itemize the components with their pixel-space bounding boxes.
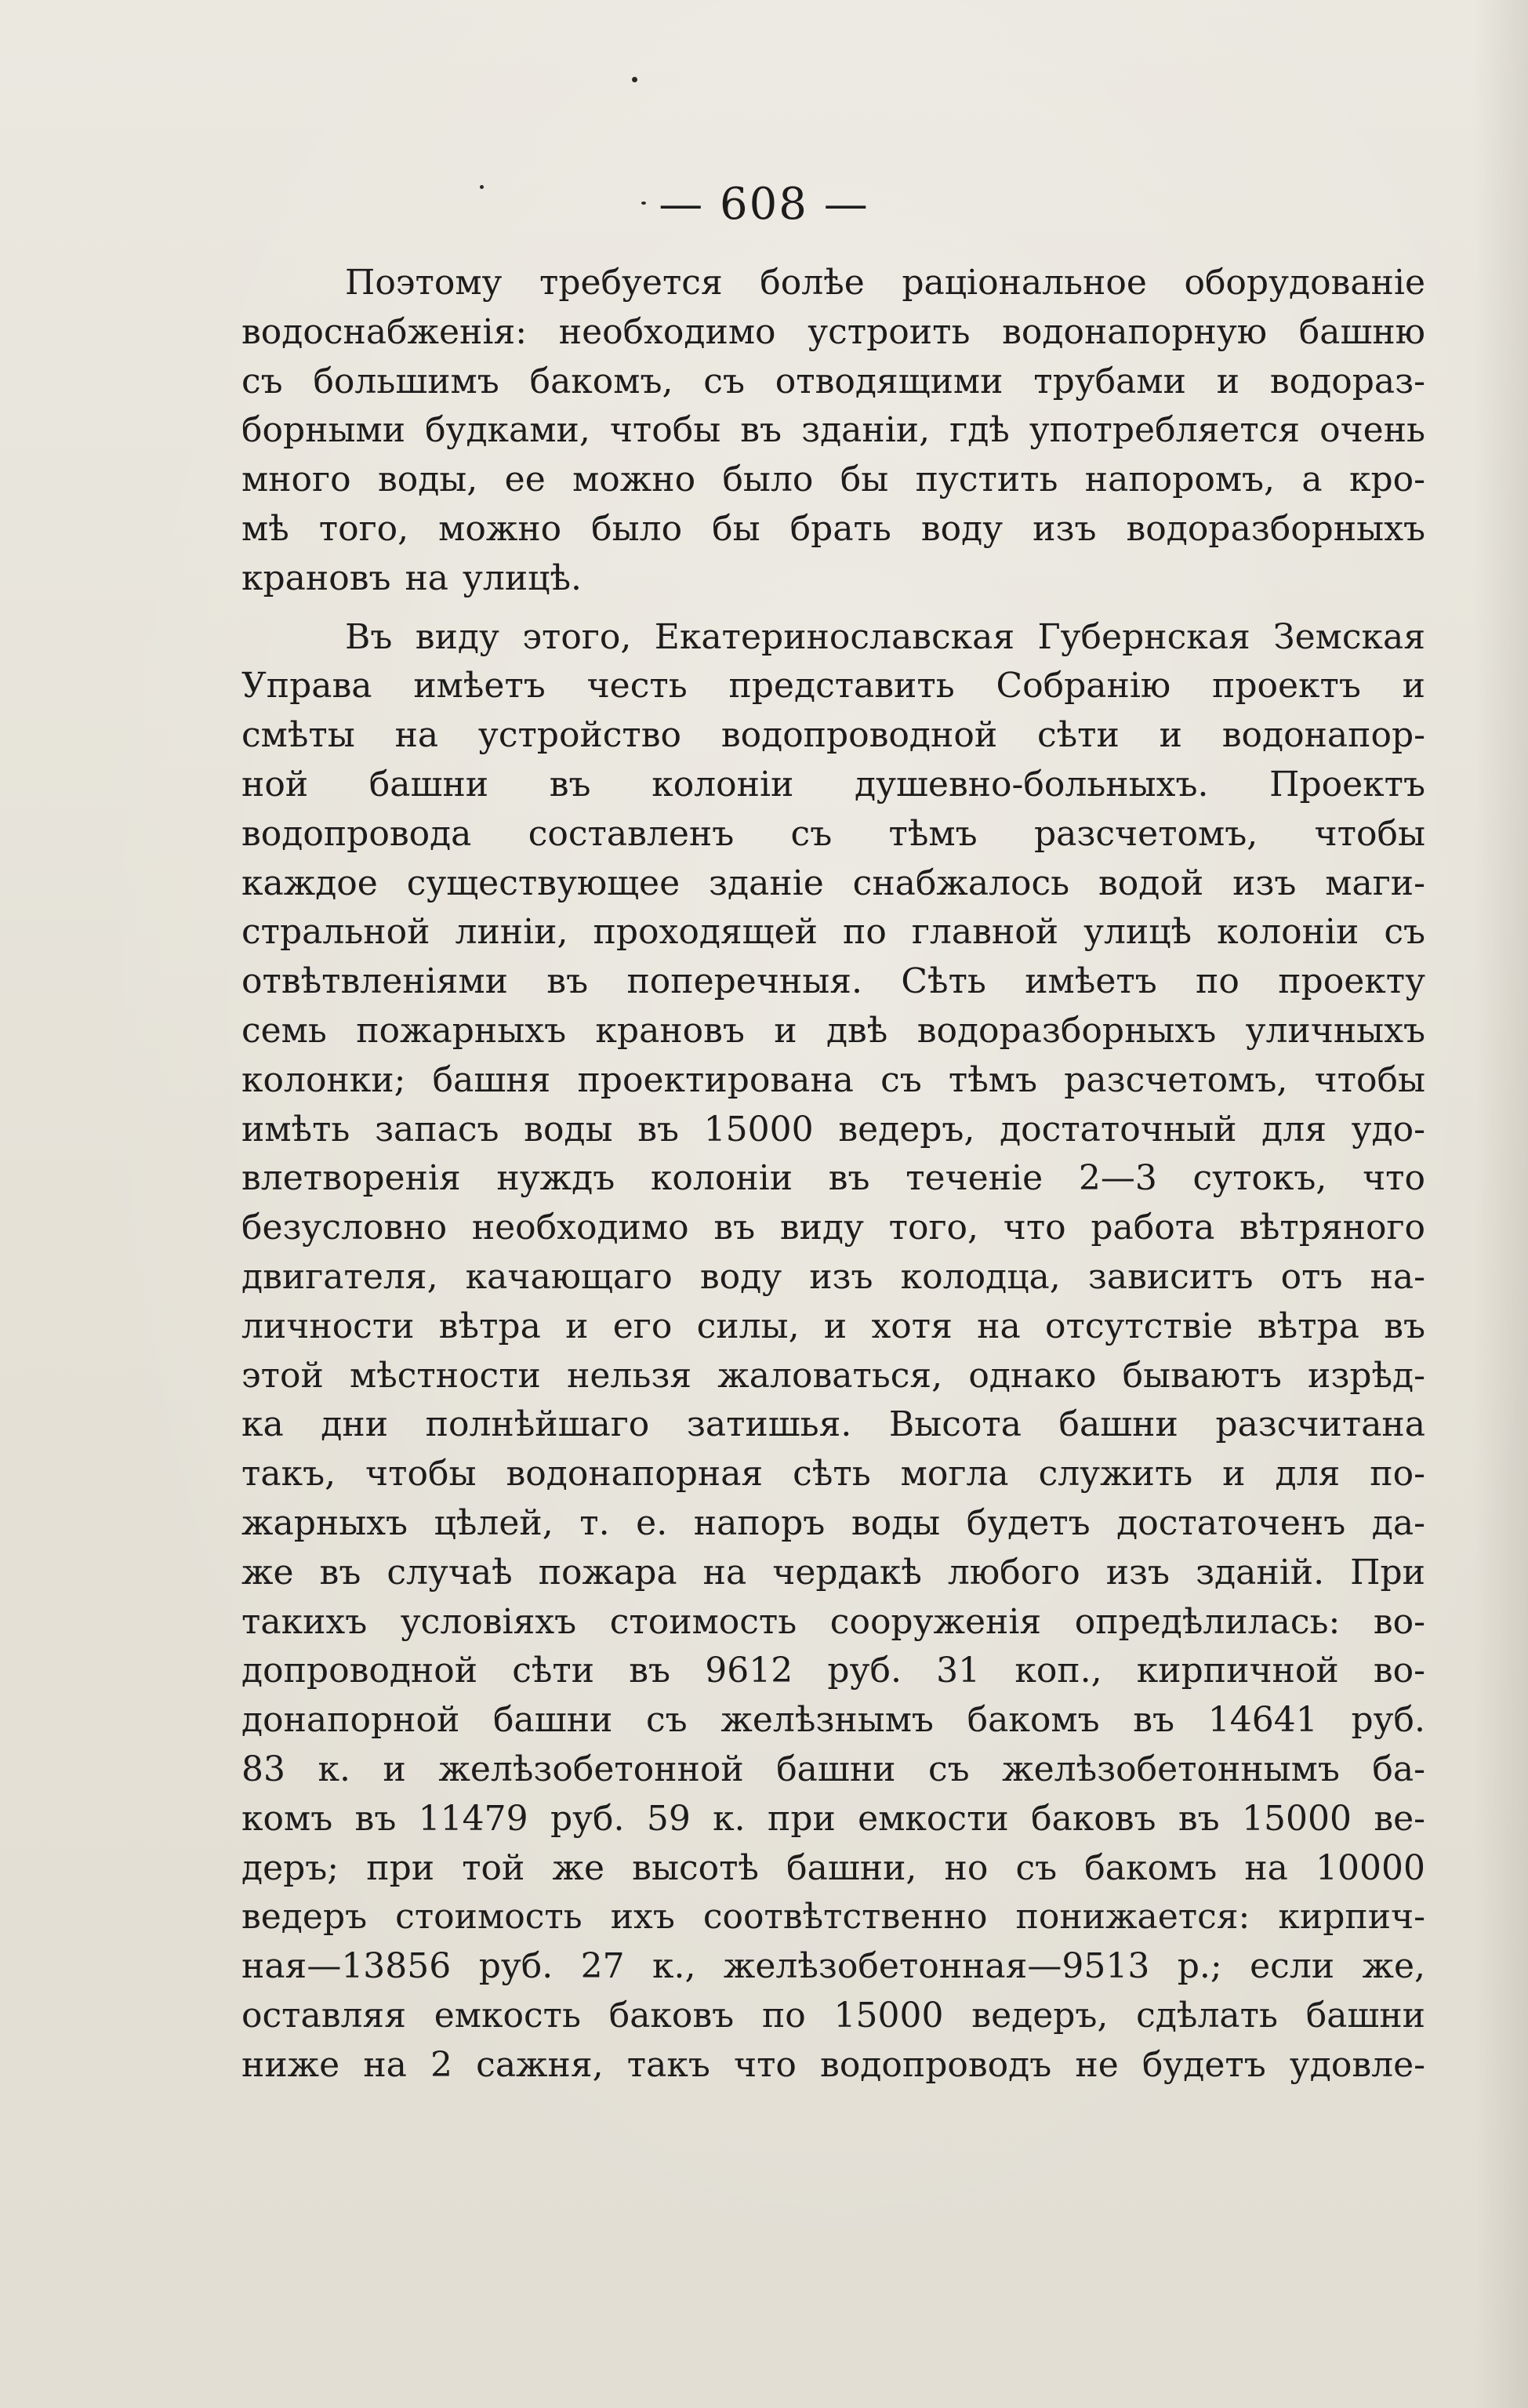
paragraph-water-supply [241,259,1425,604]
text-line: такихъ условіяхъ стоимость сооруженія опредѣлилась: во- [241,1601,1425,1642]
spine-shadow [1474,0,1528,2408]
page-number: — 608 — [659,179,869,230]
text-line: личности вѣтра и его силы, и хотя на отсутствіе вѣтра въ [241,1306,1425,1346]
text-line: донапорной башни съ желѣзнымъ бакомъ въ 14641 руб. [241,1700,1425,1741]
body-text [241,259,1425,2090]
text-line: ниже на 2 сажня, такъ что водопроводъ не будетъ удовле- [241,2044,1425,2085]
text-line: этой мѣстности нельзя жаловаться, однако бываютъ изрѣд- [241,1355,1425,1396]
text-line: смѣты на устройство водопроводной сѣти и водонапор- [241,715,1425,756]
text-line: водопровода составленъ съ тѣмъ разсчетомъ, чтобы [241,813,1425,854]
text-line: много воды, ее можно было бы пустить напоромъ, а кро- [241,459,1425,500]
text-line: имѣть запасъ воды въ 15000 ведеръ, достаточный для удо- [241,1109,1425,1150]
text-line: Въ виду этого, Екатеринославская Губернская Земская [345,616,1425,657]
text-line: ной башни въ колоніи душевно-больныхъ. Проектъ [241,764,1425,804]
text-line: водоснабженія: необходимо устроить водонапорную башню [241,311,1425,352]
text-line: влетворенія нуждъ колоніи въ теченіе 2—3 сутокъ, что [241,1158,1425,1199]
text-line: колонки; башня проектирована съ тѣмъ разсчетомъ, чтобы [241,1059,1425,1100]
text-line: деръ; при той же высотѣ башни, но съ бакомъ на 10000 [241,1847,1425,1888]
text-line: Управа имѣетъ честь представить Собранію проектъ и [241,666,1425,706]
text-line: допроводной сѣти въ 9612 руб. 31 коп., кирпичной во- [241,1651,1425,1691]
text-line: мѣ того, можно было бы брать воду изъ водоразборныхъ [241,508,1425,549]
text-line: отвѣтвленіями въ поперечныя. Сѣть имѣетъ по проекту [241,961,1425,1002]
print-speck [632,77,637,82]
text-line: оставляя емкость баковъ по 15000 ведеръ, сдѣлать башни [241,1995,1425,2036]
text-line: жарныхъ цѣлей, т. е. напоръ воды будетъ достаточенъ да- [241,1502,1425,1543]
text-line: такъ, чтобы водонапорная сѣть могла служить и для по- [241,1454,1425,1495]
text-line: ка дни полнѣйшаго затишья. Высота башни разсчитана [241,1404,1425,1445]
text-line: борными будками, чтобы въ зданіи, гдѣ употребляется очень [241,410,1425,451]
text-line: же въ случаѣ пожара на чердакѣ любого изъ зданій. При [241,1552,1425,1593]
text-line: ведеръ стоимость ихъ соотвѣтственно понижается: кирпич- [241,1897,1425,1938]
paragraph-project-estimate [241,613,1425,2090]
text-line: Поэтому требуется болѣе раціональное оборудованіе [345,263,1425,303]
text-line: семь пожарныхъ крановъ и двѣ водоразборныхъ уличныхъ [241,1010,1425,1051]
text-line: стральной линіи, проходящей по главной улицѣ колоніи съ [241,912,1425,953]
text-line: крановъ на улицѣ. [241,558,582,598]
text-line: безусловно необходимо въ виду того, что работа вѣтряного [241,1208,1425,1248]
text-line: двигателя, качающаго воду изъ колодца, зависитъ отъ на- [241,1256,1425,1297]
text-line: съ большимъ бакомъ, съ отводящими трубами и водораз- [241,361,1425,401]
text-line: 83 к. и желѣзобетонной башни съ желѣзобетоннымъ ба- [241,1749,1425,1789]
text-line: ная—13856 руб. 27 к., желѣзобетонная—9513 р.; если же, [241,1946,1425,1987]
text-line: каждое существующее зданіе снабжалось водой изъ маги- [241,863,1425,903]
text-line: комъ въ 11479 руб. 59 к. при емкости баковъ въ 15000 ве- [241,1798,1425,1839]
